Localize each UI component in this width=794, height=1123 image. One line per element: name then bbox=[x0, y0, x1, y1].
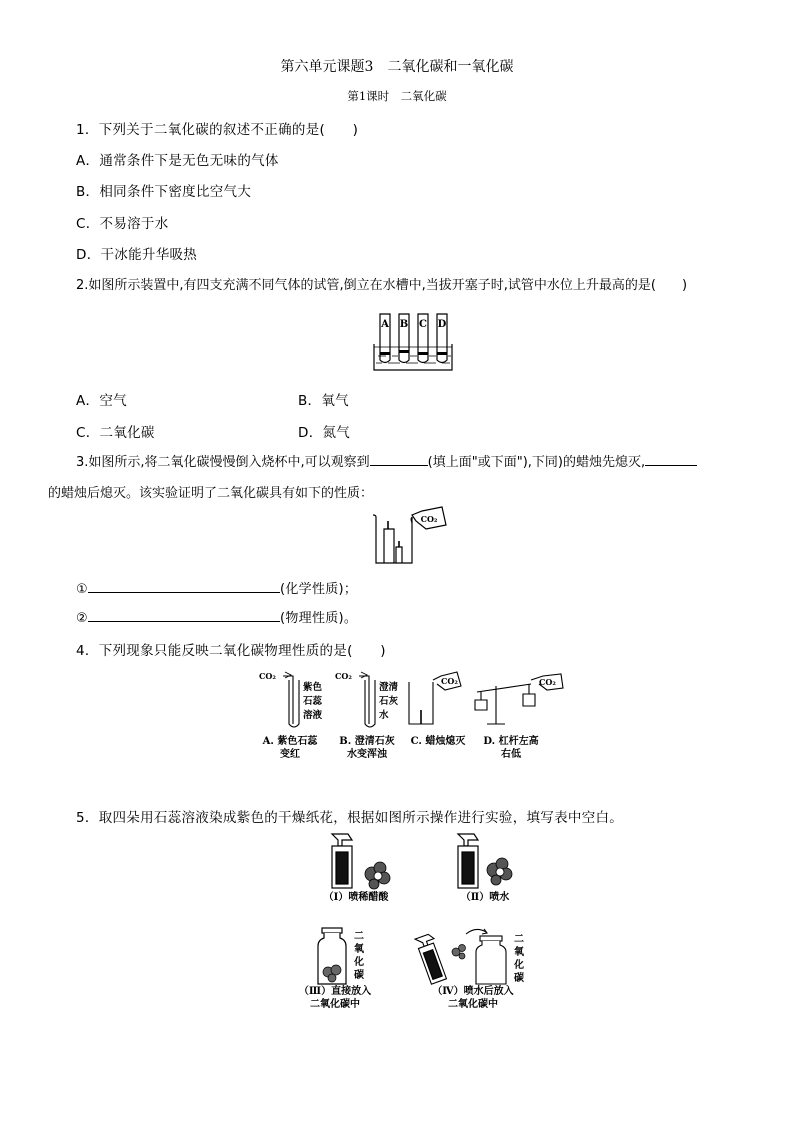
answer-blank-first[interactable] bbox=[370, 451, 428, 466]
tube-label-b: B bbox=[399, 319, 409, 330]
q4-caption-b bbox=[332, 735, 402, 761]
item-2-marker: ② bbox=[76, 611, 88, 626]
page-subtitle: 第1课时 二氧化碳 bbox=[347, 89, 447, 103]
jar-direct-co2-figure bbox=[314, 926, 376, 986]
q5-caption-iv bbox=[410, 985, 536, 1011]
spray-bottle-vinegar-figure bbox=[326, 832, 394, 890]
q5-caption-iii bbox=[280, 985, 390, 1011]
label-b-line-1: 澄清 bbox=[379, 682, 399, 693]
question-3-line-2: 的蜡烛后熄灭。该实验证明了二氧化碳具有如下的性质： bbox=[48, 486, 374, 501]
jar-iii-label-4: 碳 bbox=[354, 970, 364, 981]
question-5-stem: 5．取四朵用石蕊溶液染成紫色的干燥纸花，根据如图所示操作进行实验，填写表中空白。 bbox=[76, 810, 624, 826]
q4-caption-c bbox=[406, 735, 470, 748]
question-2-option-c: C．二氧化碳 bbox=[76, 425, 155, 441]
answer-blank-physical-property[interactable] bbox=[88, 607, 280, 622]
label-a-line-2: 石蕊 bbox=[303, 696, 323, 707]
q4-caption-d-line-2: 右低 bbox=[501, 749, 521, 760]
q5-caption-ii: （Ⅱ）喷水 bbox=[460, 892, 510, 903]
q4-caption-a bbox=[254, 735, 326, 761]
q5-caption-iv-line-2: 二氧化碳中 bbox=[448, 999, 498, 1010]
question-1-stem: 1．下列关于二氧化碳的叙述不正确的是( ) bbox=[76, 122, 359, 138]
q3-co2-label: CO₂ bbox=[420, 514, 438, 524]
q4-caption-a-line-2: 变红 bbox=[280, 749, 300, 760]
question-4-stem: 4．下列现象只能反映二氧化碳物理性质的是( ) bbox=[76, 643, 386, 659]
q5-caption-iii-line-1: （Ⅲ）直接放入 bbox=[298, 986, 372, 997]
tube-label-d: D bbox=[437, 319, 447, 330]
label-a-line-1: 紫色 bbox=[303, 682, 323, 693]
q5-caption-iv-line-1: （Ⅳ）喷水后放入 bbox=[432, 986, 514, 997]
question-1-option-a: A．通常条件下是无色无味的气体 bbox=[76, 153, 279, 169]
tube-label-a: A bbox=[381, 319, 389, 330]
question-3-item-2 bbox=[76, 607, 357, 626]
q4-caption-c-line-1: C. 蜡烛熄灭 bbox=[410, 736, 466, 747]
tube-label-c: C bbox=[419, 319, 427, 330]
q4-caption-a-line-1: A. 紫色石蕊 bbox=[262, 736, 318, 747]
question-1-option-c: C．不易溶于水 bbox=[76, 216, 169, 232]
q4-co2-label-b: CO₂ bbox=[335, 671, 352, 681]
question-3-text-a: 3.如图所示,将二氧化碳慢慢倒入烧杯中,可以观察到 bbox=[76, 455, 370, 470]
question-2-option-a: A．空气 bbox=[76, 393, 127, 409]
jar-iii-label-2: 氧 bbox=[354, 944, 364, 955]
q4-caption-b-line-2: 水变浑浊 bbox=[347, 749, 387, 760]
question-3-line-1 bbox=[76, 451, 697, 470]
label-b-line-2: 石灰 bbox=[379, 696, 399, 707]
question-2-option-b: B．氧气 bbox=[298, 393, 349, 409]
beaker-candles-figure bbox=[370, 503, 450, 567]
jar-iv-label-4: 碳 bbox=[514, 973, 524, 984]
jar-iv-label-3: 化 bbox=[514, 960, 524, 971]
q4-caption-b-line-1: B. 澄清石灰 bbox=[339, 736, 395, 747]
answer-blank-second[interactable] bbox=[645, 451, 697, 466]
q4-co2-label-c: CO₂ bbox=[441, 676, 458, 686]
question-2-stem: 2.如图所示装置中,有四支充满不同气体的试管,倒立在水槽中,当拔开塞子时,试管中水位上升最高的是( ) bbox=[76, 278, 688, 293]
question-2-option-d: D．氮气 bbox=[298, 425, 351, 441]
question-1-option-b: B．相同条件下密度比空气大 bbox=[76, 184, 252, 200]
jar-iv-label-1: 二 bbox=[514, 934, 524, 945]
question-3-item-1 bbox=[76, 578, 357, 597]
q4-caption-d bbox=[476, 735, 546, 761]
jar-iii-label-1: 二 bbox=[354, 931, 364, 942]
answer-blank-chemical-property[interactable] bbox=[88, 578, 280, 593]
jar-iii-label-3: 化 bbox=[354, 957, 364, 968]
question-1-option-d: D．干冰能升华吸热 bbox=[76, 247, 198, 263]
q4-co2-label-d: CO₂ bbox=[539, 677, 556, 687]
q4-co2-label-a: CO₂ bbox=[259, 671, 276, 681]
item-1-suffix: (化学性质)； bbox=[279, 582, 358, 597]
q4-experiments-figure bbox=[255, 666, 567, 736]
q4-caption-d-line-1: D. 杠杆左高 bbox=[483, 736, 539, 747]
item-2-suffix: (物理性质)。 bbox=[279, 611, 358, 626]
label-b-line-3: 水 bbox=[379, 710, 389, 721]
test-tubes-figure bbox=[370, 308, 456, 374]
q5-caption-i: （Ⅰ）喷稀醋酸 bbox=[323, 892, 389, 903]
item-1-marker: ① bbox=[76, 582, 88, 597]
q5-caption-iii-line-2: 二氧化碳中 bbox=[310, 999, 360, 1010]
jar-iv-label-2: 氧 bbox=[514, 947, 524, 958]
question-3-text-b: (填上面"或下面"),下同)的蜡烛先熄灭, bbox=[427, 455, 646, 470]
page-title: 第六单元课题3 二氧化碳和一氧化碳 bbox=[280, 59, 514, 75]
spray-bottle-water-figure bbox=[452, 832, 520, 890]
spray-then-jar-figure bbox=[414, 922, 534, 986]
label-a-line-3: 溶液 bbox=[303, 710, 323, 721]
